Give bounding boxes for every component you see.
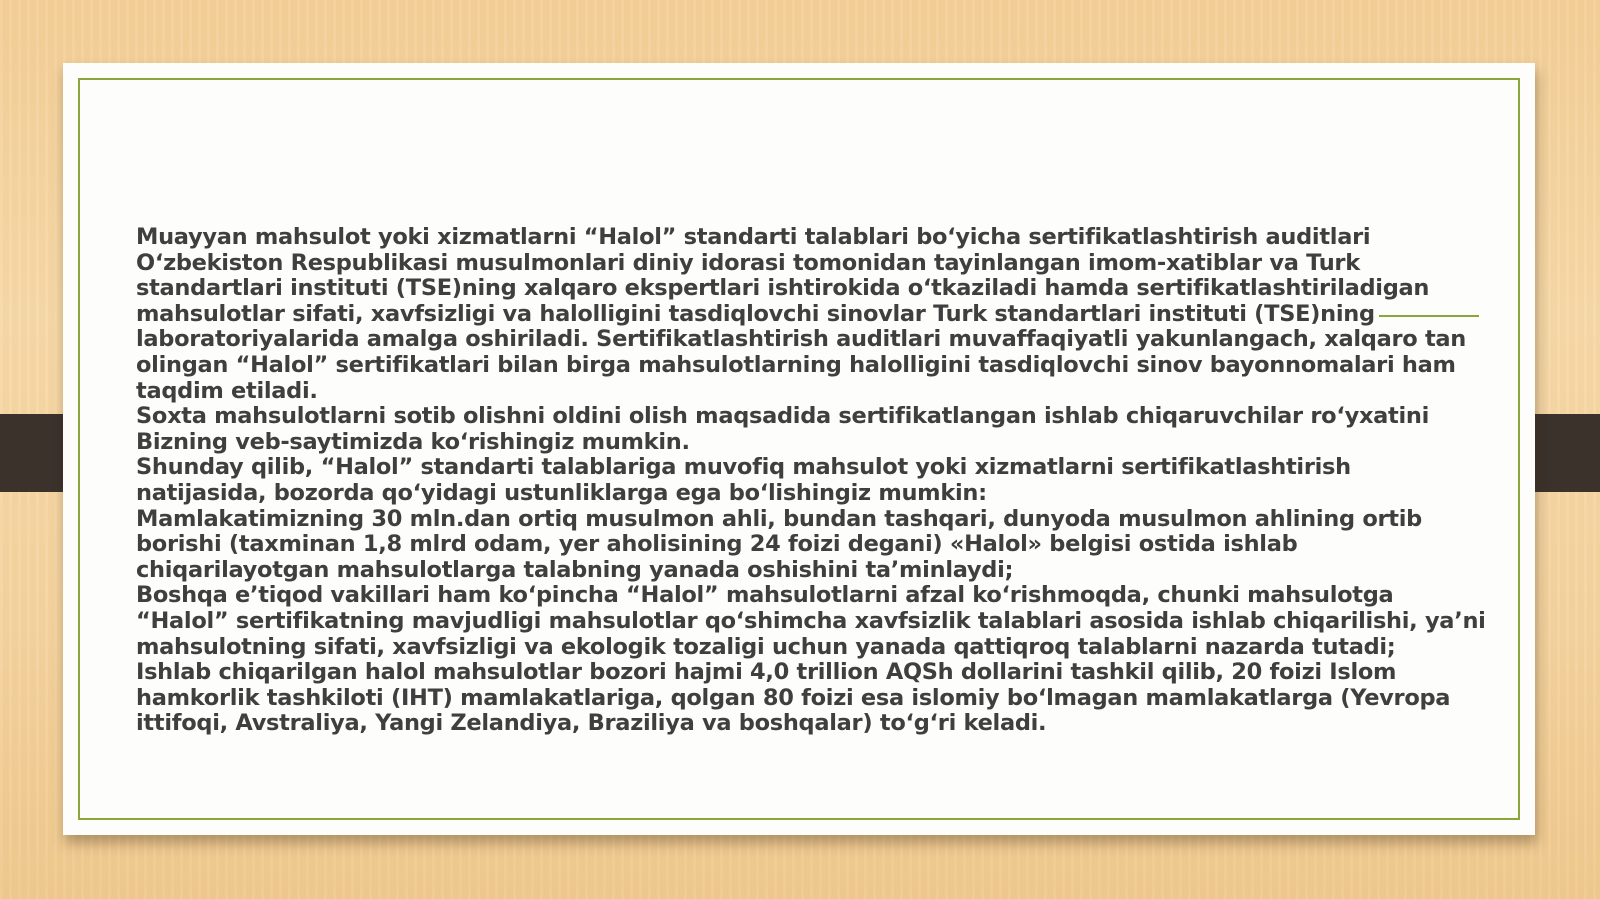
- paragraph-other-faiths: Boshqa e’tiqod vakillari ham ko‘pincha “Halol” mahsulotlarni afzal ko‘rishmoqda, chunki mahsulotga “Halol” sertifikatning mavjudligi mahsulotlar qo‘shimcha xavfsizlik talablari asosida ishlab chiqarilishi, ya’ni mahsulotning sifati, xavfsizligi va ekologik tozaligi uchun yanada qattiqroq talablarni nazarda tutadi;: [136, 582, 1486, 660]
- paragraph-advantages-intro: Shunday qilib, “Halol” standarti talablariga muvofiq mahsulot yoki xizmatlarni sertifikatlashtirish natijasida, bozorda qo‘yidagi ustunliklarga ega bo‘lishingiz mumkin:: [136, 454, 1351, 506]
- paragraph-certified-list: Soxta mahsulotlarni sotib olishni oldini olish maqsadida sertifikatlangan ishlab chiqaruvchilar ro‘yxatini Bizning veb-saytimizda ko‘rishingiz mumkin.: [136, 403, 1430, 455]
- paragraph-market-size: Ishlab chiqarilgan halol mahsulotlar bozori hajmi 4,0 trillion AQSh dollarini tashkil qilib, 20 foizi Islom hamkorlik tashkiloti (IHT) mamlakatlariga, qolgan 80 foizi esa islomiy bo‘lmagan mamlakatlarga (Yevropa ittifoqi, Avstraliya, Yangi Zelandiya, Braziliya va boshqalar) to‘g‘ri keladi.: [136, 659, 1451, 737]
- paragraph-muslim-demand: Mamlakatimizning 30 mln.dan ortiq musulmon ahli, bundan tashqari, dunyoda musulmon ahlining ortib borishi (taxminan 1,8 mlrd odam, yer aholisining 24 foizi degani) «Halol» belgisi ostida ishlab chiqarilayotgan mahsulotlarga talabning yanada oshishini ta’minlaydi;: [136, 505, 1422, 583]
- paragraph-audit-procedure: Muayyan mahsulot yoki xizmatlarni “Halol” standarti talablari bo‘yicha sertifikatlashtirish auditlari O‘zbekiston Respublikasi musulmonlari diniy idorasi tomonidan tayinlangan imom-xatiblar va Turk standartlari instituti (TSE)ning xalqaro ekspertlari ishtirokida o‘tkaziladi hamda sertifikatlashtiriladigan mahsulotlar sifati, xavfsizligi va halolligini tasdiqlovchi sinovlar Turk standartlari instituti (TSE)ning laboratoriyalarida amalga oshiriladi. Sertifikatlashtirish auditlari muvaffaqiyatli yakunlangach, xalqaro tan olingan “Halol” sertifikatlari bilan birga mahsulotlarning halolligini tasdiqlovchi sinov bayonnomalari ham taqdim etiladi.: [136, 224, 1467, 404]
- slide-body-text: [136, 225, 1486, 737]
